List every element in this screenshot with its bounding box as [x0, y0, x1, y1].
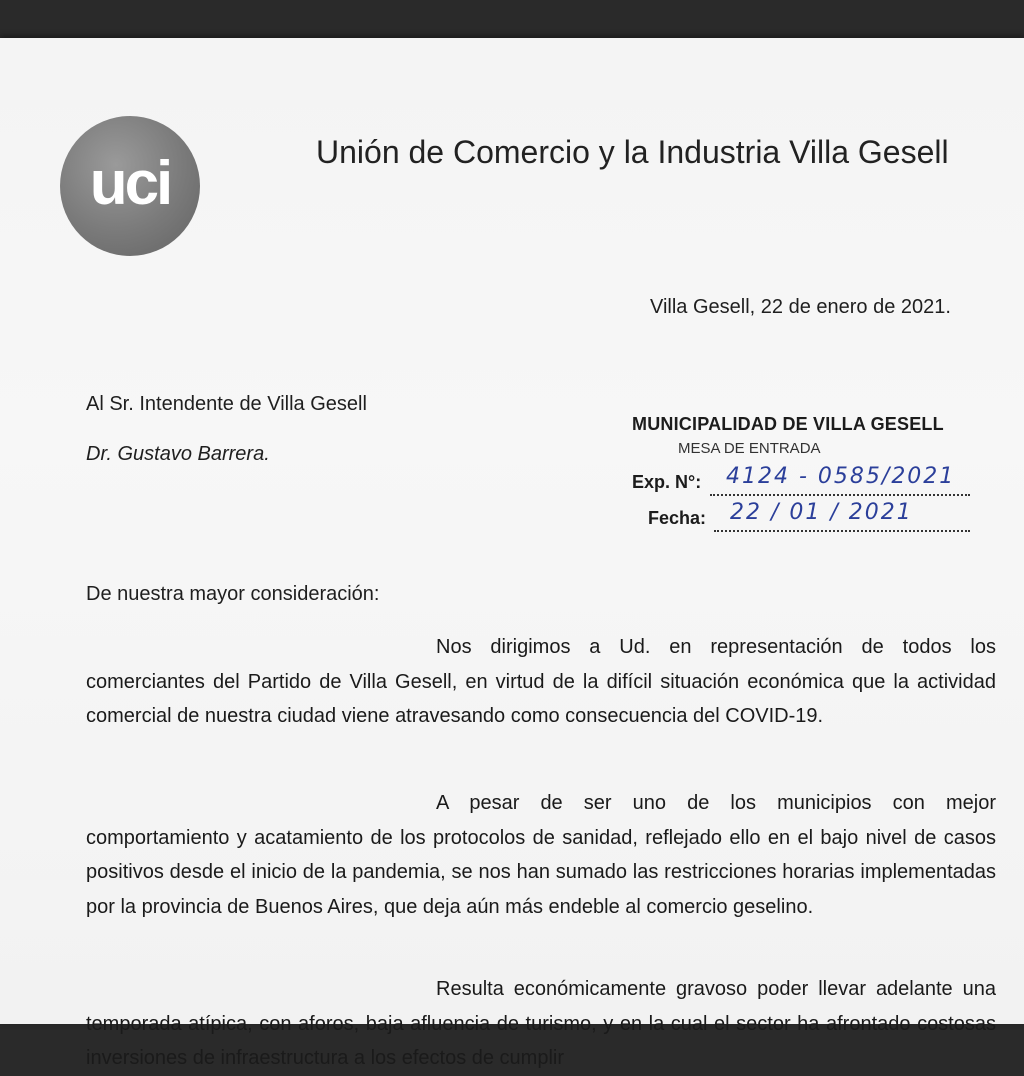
paragraph-3-text: Resulta económicamente gravoso poder llevar adelante una temporada atípica, con aforos, baja afluencia de turismo, y en la cual el sector ha afrontado costosas inversiones de infraestructura a los efectos de cumplir	[86, 978, 996, 1069]
recipient-name: Dr. Gustavo Barrera.	[86, 443, 270, 465]
paragraph-1	[86, 630, 996, 734]
stamp-fecha-value: 22 / 01 / 2021	[730, 500, 913, 525]
recipient-title: Al Sr. Intendente de Villa Gesell	[86, 393, 367, 415]
stamp-fecha-label: Fecha:	[648, 508, 707, 528]
paragraph-2-text: A pesar de ser uno de los municipios con mejor comportamiento y acatamiento de los protocolos de sanidad, reflejado ello en el bajo nivel de casos positivos desde el inicio de la pandemia, se nos han sumado las restricciones horarias implementadas por la provincia de Buenos Aires, que deja aún más endeble al comercio geselino.	[86, 792, 996, 918]
logo-text: uci	[89, 148, 171, 218]
letter-page	[0, 38, 1024, 1069]
paragraph-3	[86, 972, 996, 1076]
organization-name: Unión de Comercio y la Industria Villa Gesell	[316, 134, 949, 170]
date-line: Villa Gesell, 22 de enero de 2021.	[650, 296, 951, 318]
greeting: De nuestra mayor consideración:	[86, 583, 380, 605]
stamp-fecha-line	[714, 530, 970, 532]
stamp-exp-value: 4124 - 0585/2021	[726, 464, 956, 489]
stamp-exp-line	[710, 494, 970, 496]
uci-logo	[60, 116, 200, 256]
stamp-office: MESA DE ENTRADA	[678, 440, 821, 457]
entry-stamp	[600, 410, 1000, 540]
stamp-exp-label: Exp. N°:	[632, 472, 702, 492]
paragraph-1-text: Nos dirigimos a Ud. en representación de todos los comerciantes del Partido de Villa Gesell, en virtud de la difícil situación económica que la actividad comercial de nuestra ciudad viene atravesando como consecuencia del COVID-19.	[86, 636, 996, 727]
paragraph-2	[86, 786, 996, 924]
stamp-municipality: MUNICIPALIDAD DE VILLA GESELL	[632, 414, 944, 434]
